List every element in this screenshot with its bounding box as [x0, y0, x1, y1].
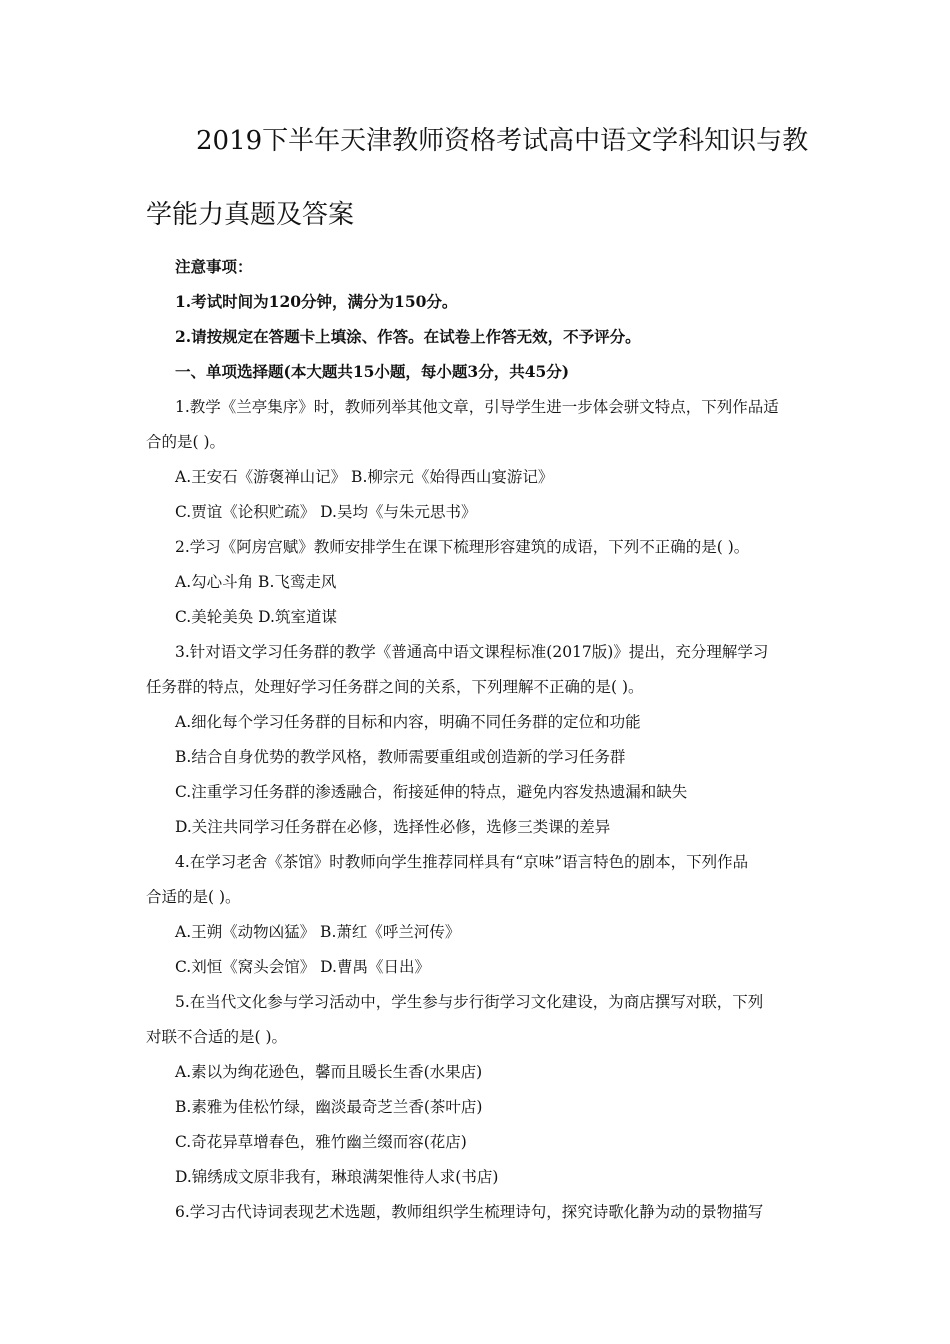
question-stem: 2.学习《阿房宫赋》教师安排学生在课下梳理形容建筑的成语，下列不正确的是( )。 — [175, 538, 750, 556]
question-stem: 任务群的特点，处理好学习任务群之间的关系，下列理解不正确的是( )。 — [146, 678, 644, 696]
notice-item: 2.请按规定在答题卡上填涂、作答。在试卷上作答无效，不予评分。 — [175, 327, 641, 346]
question-option: A.素以为绚花逊色，馨而且暖长生香(水果店) — [175, 1063, 483, 1081]
question-stem: 4.在学习老舍《茶馆》时教师向学生推荐同样具有“京味”语言特色的剧本，下列作品 — [175, 853, 749, 871]
question-stem: 1.教学《兰亭集序》时，教师列举其他文章，引导学生进一步体会骈文特点，下列作品适 — [175, 398, 779, 416]
question-option: A.细化每个学习任务群的目标和内容，明确不同任务群的定位和功能 — [175, 713, 641, 731]
document-title-line-2: 学能力真题及答案 — [146, 200, 355, 230]
question-option: A.王朔《动物凶猛》 B.萧红《呼兰河传》 — [175, 923, 461, 941]
question-stem: 合的是( )。 — [146, 433, 226, 451]
notice-item: 1.考试时间为120分钟，满分为150分。 — [175, 292, 458, 311]
section-heading: 一、单项选择题(本大题共15小题，每小题3分，共45分) — [175, 362, 570, 381]
question-option: B.素雅为佳松竹绿，幽淡最奇芝兰香(茶叶店) — [175, 1098, 483, 1116]
question-stem: 对联不合适的是( )。 — [146, 1028, 288, 1046]
document-title-line-1: 2019下半年天津教师资格考试高中语文学科知识与教 — [196, 126, 809, 156]
question-option: C.刘恒《窝头会馆》 D.曹禺《日出》 — [175, 958, 430, 976]
question-stem: 5.在当代文化参与学习活动中，学生参与步行街学习文化建设，为商店撰写对联，下列 — [175, 993, 764, 1011]
question-stem: 合适的是( )。 — [146, 888, 241, 906]
question-option: C.贾谊《论积贮疏》 D.吴均《与朱元思书》 — [175, 503, 477, 521]
question-option: A.勾心斗角 B.飞鸾走风 — [175, 573, 337, 591]
question-stem: 3.针对语文学习任务群的教学《普通高中语文课程标准(2017版)》提出，充分理解学习 — [175, 643, 769, 661]
question-option: C.美轮美奂 D.筑室道谋 — [175, 608, 337, 626]
question-option: B.结合自身优势的教学风格，教师需要重组或创造新的学习任务群 — [175, 748, 626, 766]
question-option: C.奇花异草增春色，雅竹幽兰缀而容(花店) — [175, 1133, 467, 1151]
notice-heading: 注意事项： — [175, 257, 253, 276]
question-option: D.关注共同学习任务群在必修，选择性必修，选修三类课的差异 — [175, 818, 611, 836]
question-option: A.王安石《游褒禅山记》 B.柳宗元《始得西山宴游记》 — [175, 468, 554, 486]
question-option: C.注重学习任务群的渗透融合，衔接延伸的特点，避免内容发热遗漏和缺失 — [175, 783, 688, 801]
question-option: D.锦绣成文原非我有，琳琅满架惟待人求(书店) — [175, 1168, 499, 1186]
question-stem: 6.学习古代诗词表现艺术选题，教师组织学生梳理诗句，探究诗歌化静为动的景物描写 — [175, 1203, 764, 1221]
